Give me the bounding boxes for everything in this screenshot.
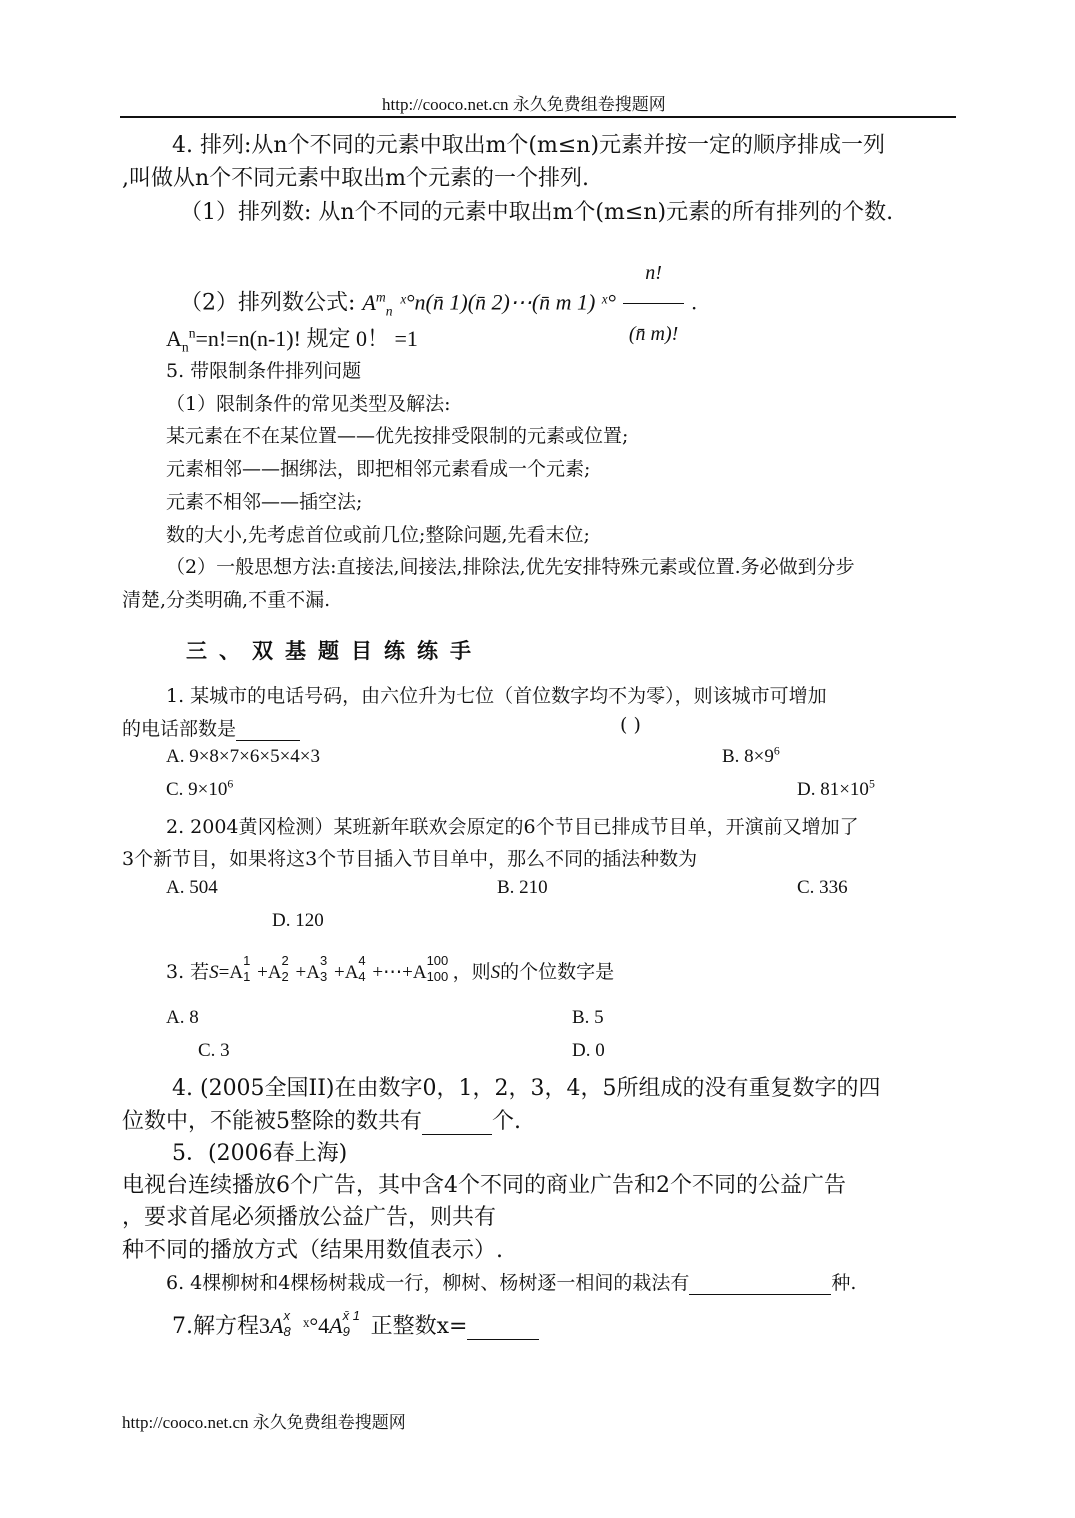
q1-option-c: C. $9\times 10^6$ (166, 777, 234, 800)
sec5-p6a: （2）一般思想方法:直接法,间接法,排除法,优先安排特殊元素或位置.务必做到分步 (166, 556, 855, 578)
q1-option-d: D. $81\times 10^5$ (797, 777, 875, 800)
q7-A1: A x 8 (270, 1307, 291, 1339)
fraction-numerator: n! (623, 243, 684, 304)
q4-line2: 位数中，不能被5整除的数共有 个. (122, 1109, 521, 1134)
q2-option-c: C. 336 (797, 877, 848, 898)
q2-line2: 3个新节目，如果将这3个节目插入节目单中，那么不同的插法种数为 (122, 848, 698, 870)
formula-end: . (691, 289, 697, 315)
q3-option-d: D. 0 (572, 1040, 605, 1061)
sec5-p5: 数的大小,先考虑首位或前几位;整除问题,先看末位; (166, 524, 590, 546)
q2-option-a: A. 504 (166, 877, 218, 898)
sec5-p2: 某元素在不在某位置——优先按排受限制的元素或位置; (166, 425, 629, 447)
q1-option-a: A. 9×8×7×6×5×4×3 (166, 746, 321, 767)
sec5-p6b: 清楚,分类明确,不重不漏. (122, 589, 331, 611)
q5-line3: ，要求首尾必须播放公益广告，则共有 (122, 1205, 497, 1230)
formula-A: $A^m_n$ (362, 289, 393, 318)
q7-A2: A x̄ 1 9 (329, 1307, 360, 1339)
q6-line: 6. 4棵柳树和4棵杨树栽成一行，柳树、杨树逐一相间的栽法有 种. (166, 1272, 857, 1294)
q1-line2: 的电话部数是 (122, 714, 300, 741)
formula-body: ˣ°n(n̄ 1)(n̄ 2)⋯(n̄ m 1) ˣ° (399, 289, 616, 315)
sec5-p1: （1）限制条件的常见类型及解法: (166, 393, 451, 415)
sec4-sub1: （1）排列数: 从n个不同的元素中取出m个(m≤n)元素的所有排列的个数. (180, 200, 894, 225)
sec5-title: 5. 带限制条件排列问题 (166, 360, 362, 382)
q4-line1: 4. (2005全国II)在由数字0，1，2，3，4，5所组成的没有重复数字的四 (172, 1076, 881, 1101)
q1-line1: 1. 某城市的电话号码，由六位升为七位（首位数字均不为零），则该城市可增加 (166, 685, 827, 707)
q1-paren: ( ) (620, 714, 641, 736)
q1-blank (236, 718, 300, 741)
q5-line1: 5．(2006春上海) (172, 1141, 348, 1166)
q2-option-b: B. 210 (497, 877, 548, 898)
sec4-line2: ,叫做从n个不同元素中取出m个元素的一个排列. (122, 166, 590, 191)
fraction-denominator: (n̄ m)! (628, 323, 679, 345)
header-rule (120, 116, 956, 118)
sec5-p3: 元素相邻——捆绑法，即把相邻元素看成一个元素; (166, 458, 591, 480)
q4-blank (422, 1109, 492, 1135)
q3-option-b: B. 5 (572, 1007, 604, 1028)
q2-option-d: D. 120 (272, 910, 324, 931)
q3-option-a: A. 8 (166, 1007, 199, 1028)
q1-option-b: B. $8\times 9^6$ (722, 744, 780, 767)
q5-line2: 电视台连续播放6个广告，其中含4个不同的商业广告和2个不同的公益广告 (122, 1173, 846, 1198)
sec5-p4: 元素不相邻——插空法; (166, 491, 363, 513)
q7-line: 7.解方程3A x 8 ˣ°4A x̄ 1 9 正整数x= (172, 1309, 539, 1340)
q7-blank (467, 1314, 539, 1340)
page-footer: http://cooco.net.cn 永久免费组卷搜题网 (122, 1413, 406, 1432)
section3-title: 三、双基题目练练手 (186, 638, 483, 663)
q3-option-c: C. 3 (198, 1040, 230, 1061)
q6-blank (689, 1272, 831, 1295)
formula-fraction (623, 243, 684, 364)
q2-line1: 2. 2004黄冈检测）某班新年联欢会原定的6个节目已排成节目单，开演前又增加了 (166, 816, 859, 838)
formula-label: （2）排列数公式: (180, 290, 356, 316)
q3-line: 3. 若S=A 1 1 +A 2 2 +A 3 3 +A 4 4 +⋯+A 100 100 ，则S的个位数字是 (166, 953, 615, 984)
sec4-annotation: $A_n^n=n!=n(n-1)$! 规定 0！ =1 (166, 325, 418, 355)
sec4-line1: 4. 排列:从n个不同的元素中取出m个(m≤n)元素并按一定的顺序排成一列 (172, 133, 886, 158)
page-header: http://cooco.net.cn 永久免费组卷搜题网 (382, 95, 666, 114)
q5-line4: 种不同的播放方式（结果用数值表示）. (122, 1238, 503, 1263)
